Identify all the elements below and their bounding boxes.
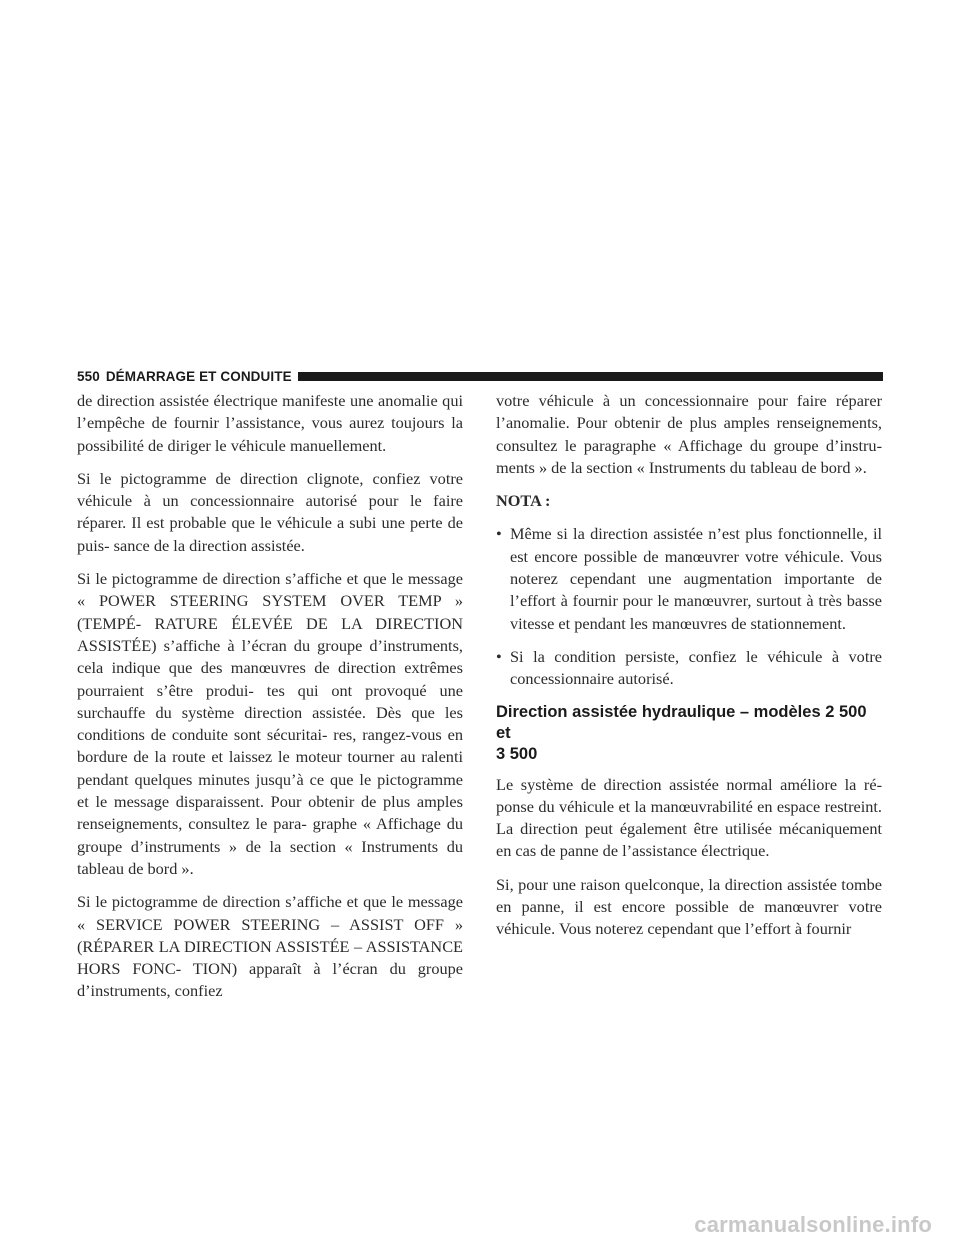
list-item-text: Si la condition persiste, confiez le véhicule à votre concessionnaire autorisé. — [510, 646, 882, 689]
paragraph: Si le pictogramme de direction clignote, confiez votre véhicule à un concessionnaire autorisé pour le faire réparer. Il est probable que le véhicule a subi une perte de puis- sance de la direction assistée. — [77, 468, 463, 555]
bullet-icon: • — [496, 646, 502, 666]
paragraph: Le système de direction assistée normal améliore la ré- ponse du véhicule et la manœuvrabilité en espace restreint. La direction peut également être utilisée mécaniquement en cas de panne de l’assistance électrique. — [496, 774, 882, 861]
right-column — [496, 390, 882, 952]
watermark: carmanualsonline.info — [694, 1212, 932, 1237]
section-title: DÉMARRAGE ET CONDUITE — [105, 368, 292, 384]
list-item-text: Même si la direction assistée n’est plus fonctionnelle, il est encore possible de manœuvrer votre véhicule. Vous noterez cependant une augmentation importante de l’effort à fournir pour le manœuvrer, surtout à très basse vitesse et pendant les manœuvres de stationnement. — [510, 524, 882, 633]
paragraph: votre véhicule à un concessionnaire pour faire réparer l’anomalie. Pour obtenir de plus amples renseignements, consultez le paragraphe « Affichage du groupe d’instru- ments » de la section « Instruments du tableau de bord ». — [496, 391, 882, 477]
left-column — [77, 390, 463, 1014]
paragraph: Si le pictogramme de direction s’affiche et que le message « SERVICE POWER STEERING – ASSIST OFF » (RÉPARER LA DIRECTION ASSISTÉE – ASSISTANCE HORS FONC- TION) apparaît à l’écran du groupe d’instruments, confiez — [77, 892, 463, 1001]
list-item — [496, 646, 882, 691]
paragraph: Si, pour une raison quelconque, la direction assistée tombe en panne, il est encore possible de manœuvrer votre véhicule. Vous noterez cependant que l’effort à fournir — [496, 874, 882, 939]
bullet-icon: • — [496, 524, 502, 544]
section-heading-line1: Direction assistée hydraulique – modèles 2 500 et — [496, 702, 867, 742]
section-heading — [496, 702, 882, 765]
paragraph: Si le pictogramme de direction s’affiche et que le message « POWER STEERING SYSTEM OVER TEMP » (TEMPÉ- RATURE ÉLEVÉE DE LA DIRECTION ASSISTÉE) s’affiche à l’écran du groupe d’instruments, cela indique que des manœuvres de direction extrêmes pourraient s’être produi- tes qui ont provoqué une surchauffe du système direction assistée. Dès que les conditions de conduite sont sécuritai- res, rangez-vous en bordure de la route et laissez le moteur tourner au ralenti pendant quelques minutes jusqu’à ce que le pictogramme et le message disparaissent. Pour obtenir de plus amples renseignements, consultez le para- graphe « Affichage du groupe d’instruments » de la section « Instruments du tableau de bord ». — [77, 569, 463, 878]
nota-label: NOTA : — [496, 491, 551, 511]
page-number: 550 — [77, 368, 100, 384]
page-header — [77, 366, 883, 386]
list-item — [496, 523, 882, 634]
header-rule — [298, 372, 883, 381]
section-heading-line2: 3 500 — [496, 744, 538, 763]
paragraph: de direction assistée électrique manifeste une anomalie qui l’empêche de fournir l’assistance, vous aurez toujours la possibilité de diriger le véhicule manuellement. — [77, 391, 463, 455]
